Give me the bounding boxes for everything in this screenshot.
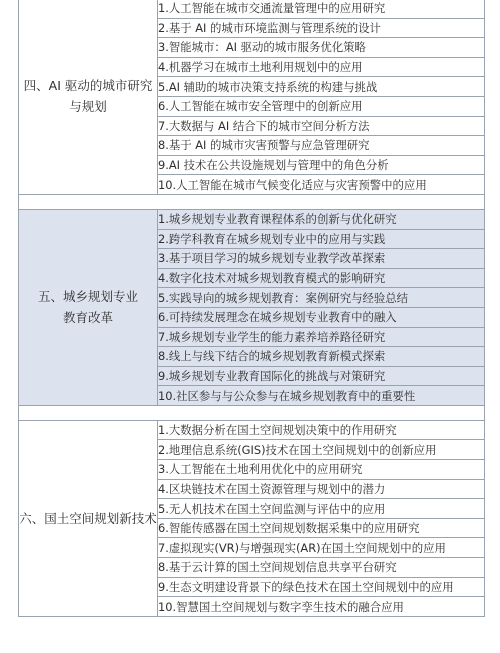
table-row bbox=[19, 0, 485, 18]
table-row bbox=[19, 420, 485, 440]
topic-item: 1.大数据分析在国土空间规划决策中的作用研究 bbox=[158, 420, 485, 440]
topic-item: 6.可持续发展理念在城乡规划专业教育中的融入 bbox=[158, 307, 485, 327]
topic-item: 5.无人机技术在国土空间监测与评估中的应用 bbox=[158, 499, 485, 519]
gap-cell bbox=[19, 405, 485, 420]
topics-table bbox=[18, 0, 485, 617]
section-gap bbox=[19, 194, 485, 209]
topic-item: 8.基于 AI 的城市灾害预警与应急管理研究 bbox=[158, 136, 485, 156]
topic-item: 7.城乡规划专业学生的能力素养培养路径研究 bbox=[158, 327, 485, 347]
topic-item: 1.人工智能在城市交通流量管理中的应用研究 bbox=[158, 0, 485, 18]
topic-item: 8.基于云计算的国土空间规划信息共享平台研究 bbox=[158, 558, 485, 578]
section-title-line1: 五、城乡规划专业 bbox=[37, 289, 138, 305]
table-row bbox=[19, 209, 485, 229]
topic-item: 5.AI 辅助的城市决策支持系统的构建与挑战 bbox=[158, 77, 485, 97]
topic-item: 4.区块链技术在国土资源管理与规划中的潜力 bbox=[158, 479, 485, 499]
topic-item: 4.机器学习在城市土地利用规划中的应用 bbox=[158, 57, 485, 77]
topic-item: 3.基于项目学习的城乡规划专业教学改革探索 bbox=[158, 249, 485, 269]
topic-item: 4.数字化技术对城乡规划教育模式的影响研究 bbox=[158, 268, 485, 288]
section-title bbox=[19, 209, 158, 405]
topic-item: 6.人工智能在城市安全管理中的创新应用 bbox=[158, 96, 485, 116]
topic-item: 3.人工智能在土地利用优化中的应用研究 bbox=[158, 460, 485, 480]
section-gap bbox=[19, 405, 485, 420]
section-title bbox=[19, 0, 158, 194]
topic-item: 10.人工智能在城市气候变化适应与灾害预警中的应用 bbox=[158, 175, 485, 195]
topic-item: 2.地理信息系统(GIS)技术在国土空间规划中的创新应用 bbox=[158, 440, 485, 460]
gap-cell bbox=[19, 194, 485, 209]
topic-item: 10.智慧国土空间规划与数字孪生技术的融合应用 bbox=[158, 597, 485, 617]
topic-item: 2.基于 AI 的城市环境监测与管理系统的设计 bbox=[158, 18, 485, 38]
topic-item: 6.智能传感器在国土空间规划数据采集中的应用研究 bbox=[158, 518, 485, 538]
section-title-line2: 与规划 bbox=[69, 99, 107, 115]
section-title-line1: 六、国土空间规划新技术 bbox=[19, 510, 157, 526]
topic-item: 7.大数据与 AI 结合下的城市空间分析方法 bbox=[158, 116, 485, 136]
topic-item: 9.生态文明建设背景下的绿色技术在国土空间规划中的应用 bbox=[158, 577, 485, 597]
topic-item: 3.智能城市：AI 驱动的城市服务优化策略 bbox=[158, 38, 485, 58]
topic-item: 9.AI 技术在公共设施规划与管理中的角色分析 bbox=[158, 155, 485, 175]
topic-item: 10.社区参与与公众参与在城乡规划教育中的重要性 bbox=[158, 386, 485, 406]
section-title bbox=[19, 420, 158, 616]
topic-item: 1.城乡规划专业教育课程体系的创新与优化研究 bbox=[158, 209, 485, 229]
topic-item: 8.线上与线下结合的城乡规划教育新模式探索 bbox=[158, 347, 485, 367]
topic-item: 9.城乡规划专业教育国际化的挑战与对策研究 bbox=[158, 366, 485, 386]
topic-item: 2.跨学科教育在城乡规划专业中的应用与实践 bbox=[158, 229, 485, 249]
section-title-line2: 教育改革 bbox=[62, 310, 113, 326]
topic-item: 5.实践导向的城乡规划教育：案例研究与经验总结 bbox=[158, 288, 485, 308]
section-title-line1: 四、AI 驱动的城市研究 bbox=[23, 78, 153, 94]
topic-item: 7.虚拟现实(VR)与增强现实(AR)在国土空间规划中的应用 bbox=[158, 538, 485, 558]
